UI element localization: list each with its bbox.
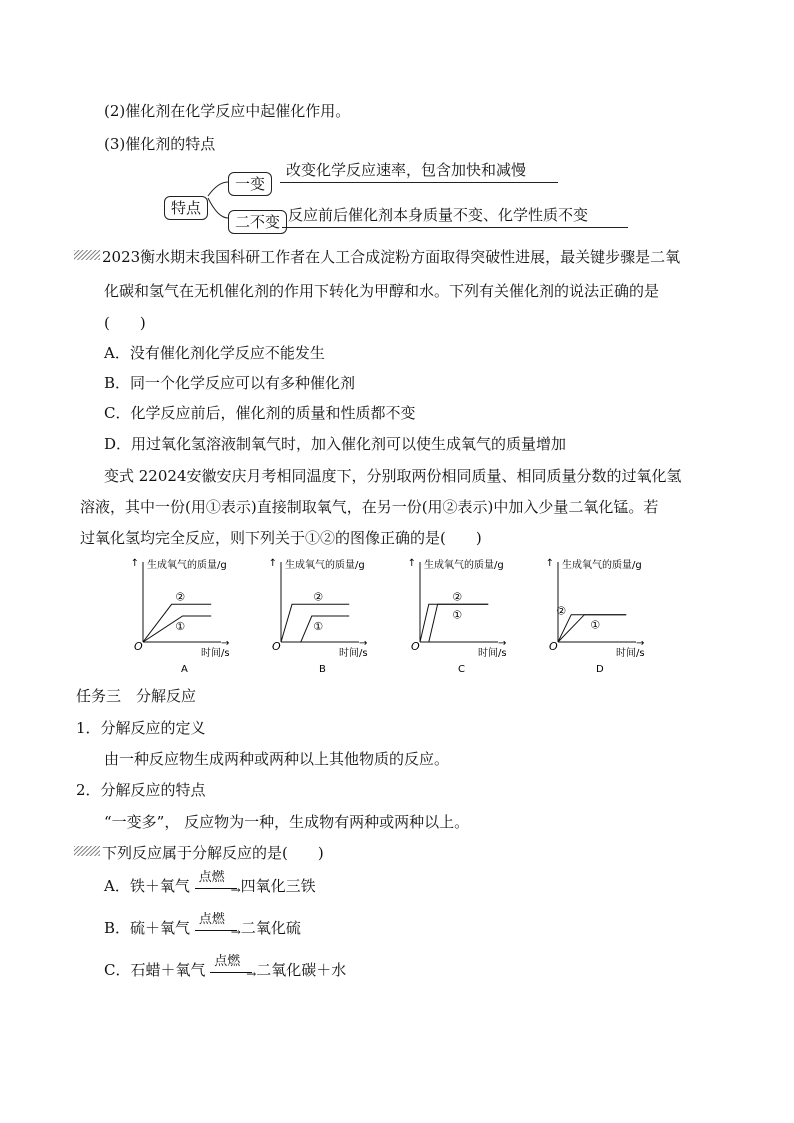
question-1-line-2: 化碳和氢气在无机催化剂的作用下转化为甲醇和水。下列有关催化剂的说法正确的是 — [104, 282, 660, 300]
question-1-blank: ( ) — [104, 314, 146, 332]
question-1-line-1: 2023衡水期末我国科研工作者在人工合成淀粉方面取得突破性进展，最关键步骤是二氧 — [74, 247, 680, 267]
y-axis-label: 生成氧气的质量/g — [424, 560, 504, 571]
series-label: ① — [590, 618, 601, 632]
chart-letter: C — [458, 664, 465, 675]
variant-line-3: 过氧化氢均完全反应，则下列关于①②的图像正确的是( ) — [80, 529, 482, 547]
definition-heading: 1．分解反应的定义 — [76, 719, 206, 737]
y-axis-label: 生成氧气的质量/g — [285, 560, 365, 571]
variant-line-1: 变式 22024安徽安庆月考相同温度下，分别取两份相同质量、相同质量分数的过氧化氢 — [104, 467, 682, 485]
x-axis-arrow: → — [359, 638, 368, 649]
catalyst-mindmap — [160, 160, 640, 232]
y-axis-arrow: ↑ — [545, 558, 554, 569]
origin-label: O — [549, 640, 558, 653]
x-axis-label: 时间/s — [339, 648, 368, 659]
x-axis-label: 时间/s — [616, 648, 645, 659]
definition-text: 由一种反应物生成两种或两种以上其他物质的反应。 — [104, 750, 450, 768]
option-a: A．没有催化剂化学反应不能发生 — [104, 344, 325, 362]
chart-letter: D — [596, 664, 604, 675]
x-axis-arrow: → — [498, 638, 507, 649]
option-d: D．用过氧化氢溶液制氧气时，加入催化剂可以使生成氧气的质量增加 — [104, 435, 567, 453]
series-label: ② — [452, 590, 463, 604]
y-axis-arrow: ↑ — [130, 558, 139, 569]
mindmap-branch-2: 二不变 — [228, 210, 287, 234]
oxygen-mass-charts — [0, 552, 794, 692]
mindmap-branch-2-text: 反应前后催化剂本身质量不变、化学性质不变 — [288, 206, 589, 224]
mindmap-center: 特点 — [164, 196, 208, 220]
chart-letter: A — [181, 664, 188, 675]
line-catalyst-features: (3)催化剂的特点 — [104, 135, 216, 153]
y-axis-arrow: ↑ — [268, 558, 277, 569]
option-c: C．化学反应前后，催化剂的质量和性质都不变 — [104, 404, 416, 422]
x-axis-label: 时间/s — [201, 648, 230, 659]
x-axis-arrow: → — [636, 638, 645, 649]
x-axis-arrow: → — [221, 638, 230, 649]
variant-line-2: 溶液，其中一份(用①表示)直接制取氧气，在另一份(用②表示)中加入少量二氧化锰。若 — [80, 498, 659, 516]
series-label: ① — [175, 620, 186, 633]
mindmap-underline-2 — [282, 227, 628, 228]
origin-label: O — [272, 640, 281, 653]
origin-label: O — [411, 640, 420, 653]
feature-text: “一变多”， 反应物为一种，生成物有两种或两种以上。 — [104, 813, 470, 831]
reaction-a: A．铁＋氧气 点燃 → 四氧化三铁 — [104, 870, 316, 897]
series-label: ② — [313, 590, 324, 604]
chart-letter: B — [319, 664, 326, 675]
x-axis-label: 时间/s — [478, 648, 507, 659]
line-catalysis-role: (2)催化剂在化学反应中起催化作用。 — [104, 102, 351, 120]
question-tag-icon — [74, 250, 100, 260]
reaction-b: B．硫＋氧气 点燃 → 二氧化硫 — [104, 912, 301, 939]
mindmap-branch-1: 一变 — [228, 172, 272, 196]
reaction-arrow: 点燃 → — [195, 876, 241, 896]
origin-label: O — [134, 640, 143, 653]
mindmap-branch-1-text: 改变化学反应速率，包含加快和减慢 — [286, 161, 527, 179]
question-tag-icon — [74, 846, 100, 856]
mindmap-underline-1 — [280, 182, 558, 183]
y-axis-arrow: ↑ — [407, 558, 416, 569]
reaction-arrow: 点燃 → — [195, 918, 241, 938]
series-label: ① — [452, 608, 463, 622]
series-label: ② — [175, 590, 186, 604]
y-axis-label: 生成氧气的质量/g — [147, 560, 227, 571]
question-2-stem: 下列反应属于分解反应的是( ) — [74, 843, 324, 863]
feature-heading: 2．分解反应的特点 — [76, 781, 206, 799]
series-label: ② — [556, 604, 567, 618]
task-3-heading: 任务三 分解反应 — [76, 687, 197, 705]
reaction-c: C．石蜡＋氧气 点燃 → 二氧化碳＋水 — [104, 954, 347, 981]
series-label: ① — [313, 620, 324, 633]
option-b: B．同一个化学反应可以有多种催化剂 — [104, 374, 356, 392]
y-axis-label: 生成氧气的质量/g — [562, 560, 642, 571]
reaction-arrow: 点燃 → — [210, 960, 256, 980]
